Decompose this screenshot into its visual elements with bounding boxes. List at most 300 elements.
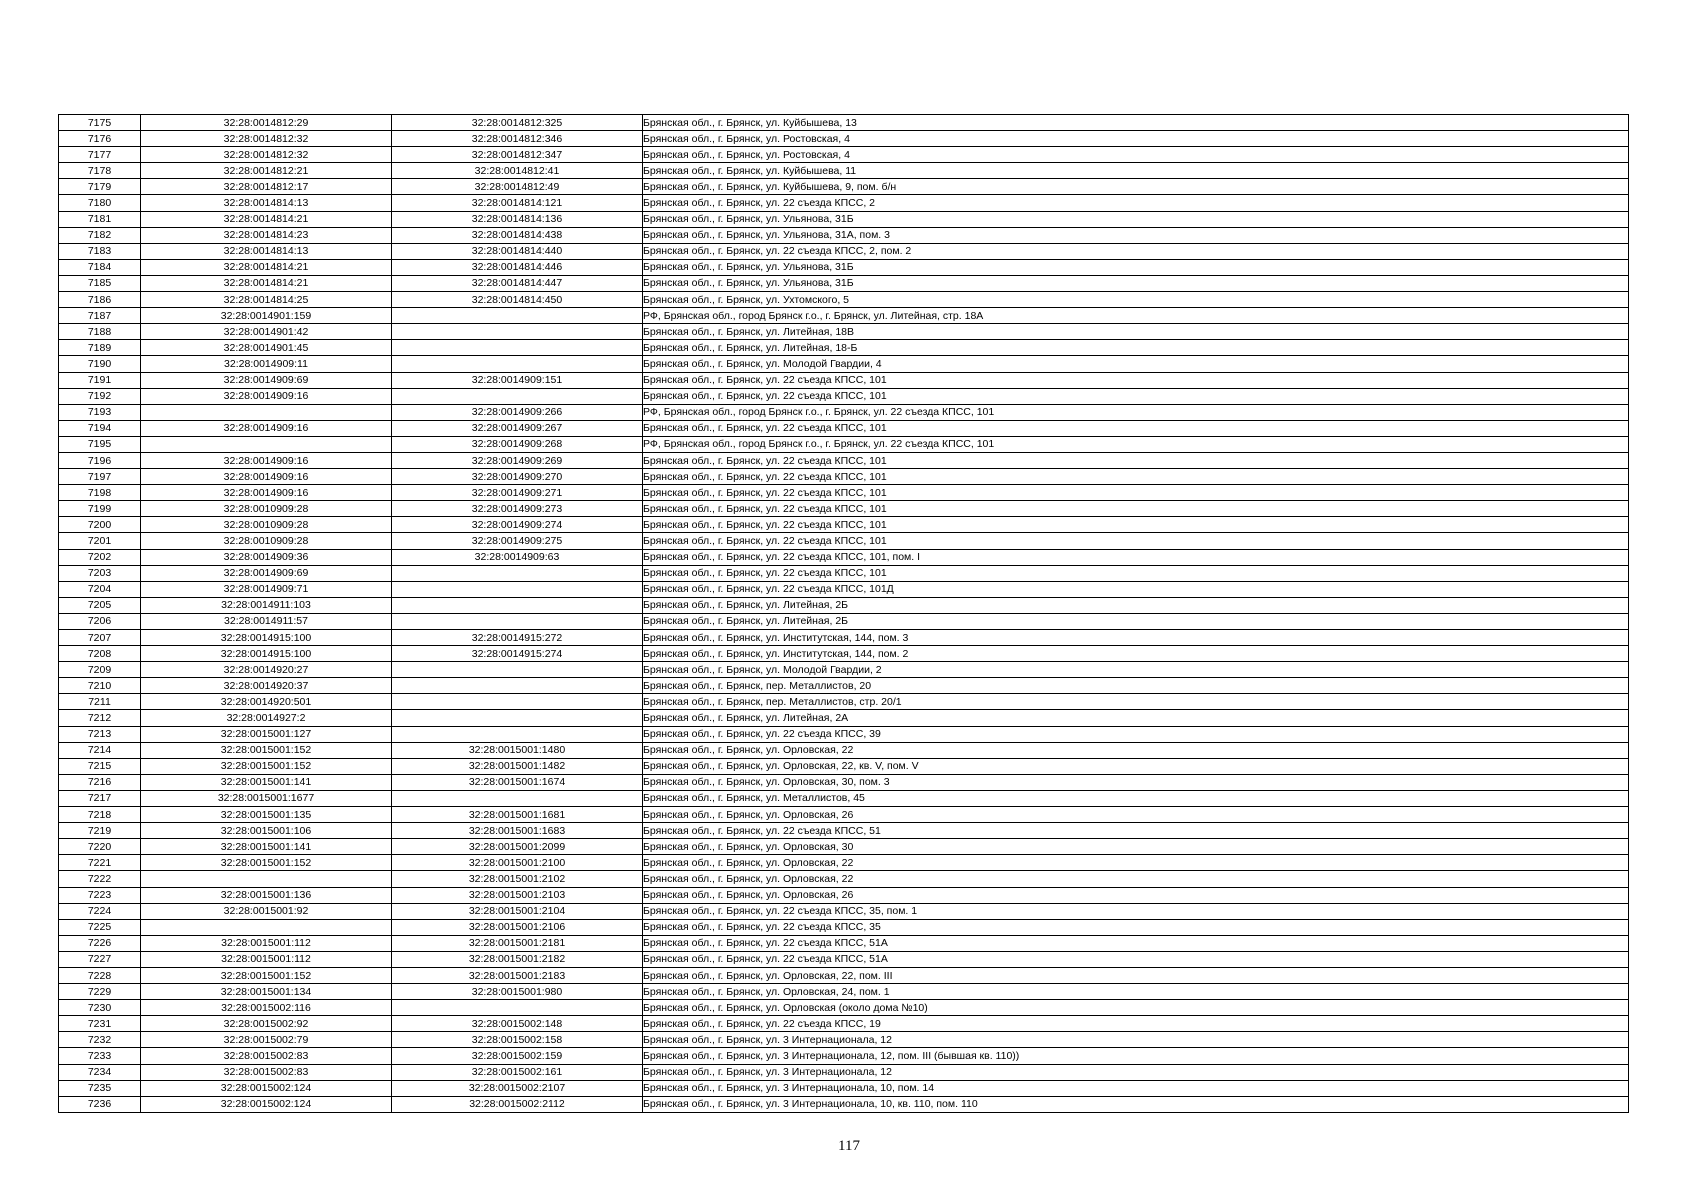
cadastral-number-object-cell: 32:28:0015001:2099 [392, 839, 643, 855]
table-row [59, 662, 1629, 678]
row-number-cell: 7225 [59, 919, 141, 935]
cadastral-number-land-cell: 32:28:0014915:100 [141, 630, 392, 646]
cadastral-number-object-cell: 32:28:0014814:440 [392, 243, 643, 259]
address-cell: Брянская обл., г. Брянск, ул. Институтская, 144, пом. 2 [643, 646, 1629, 662]
cadastral-number-land-cell: 32:28:0015001:92 [141, 903, 392, 919]
address-cell: Брянская обл., г. Брянск, ул. 22 съезда КПСС, 101 [643, 533, 1629, 549]
table-row [59, 903, 1629, 919]
address-cell: Брянская обл., г. Брянск, ул. 3 Интернационала, 10, пом. 14 [643, 1080, 1629, 1096]
cadastral-number-object-cell: 32:28:0014909:273 [392, 501, 643, 517]
table-row [59, 243, 1629, 259]
row-number-cell: 7231 [59, 1016, 141, 1032]
cadastral-number-land-cell: 32:28:0014909:69 [141, 372, 392, 388]
address-cell: Брянская обл., г. Брянск, ул. 22 съезда КПСС, 35, пом. 1 [643, 903, 1629, 919]
address-cell: Брянская обл., г. Брянск, ул. 3 Интернационала, 10, кв. 110, пом. 110 [643, 1096, 1629, 1112]
cadastral-number-land-cell: 32:28:0014909:16 [141, 452, 392, 468]
cadastral-number-object-cell [392, 308, 643, 324]
cadastral-number-object-cell [392, 340, 643, 356]
cadastral-number-object-cell [392, 662, 643, 678]
row-number-cell: 7181 [59, 211, 141, 227]
table-row [59, 179, 1629, 195]
address-cell: Брянская обл., г. Брянск, ул. 22 съезда КПСС, 2, пом. 2 [643, 243, 1629, 259]
cadastral-number-land-cell: 32:28:0014814:25 [141, 292, 392, 308]
table-row [59, 565, 1629, 581]
row-number-cell: 7223 [59, 887, 141, 903]
cadastral-number-object-cell: 32:28:0014909:271 [392, 485, 643, 501]
cadastral-number-object-cell: 32:28:0014814:136 [392, 211, 643, 227]
cadastral-number-object-cell: 32:28:0014909:274 [392, 517, 643, 533]
table-row [59, 694, 1629, 710]
table-row [59, 742, 1629, 758]
cadastral-number-object-cell: 32:28:0014909:63 [392, 549, 643, 565]
address-cell: Брянская обл., г. Брянск, ул. Молодой Гвардии, 2 [643, 662, 1629, 678]
cadastral-number-land-cell: 32:28:0014901:42 [141, 324, 392, 340]
cadastral-number-land-cell: 32:28:0015001:127 [141, 726, 392, 742]
row-number-cell: 7177 [59, 147, 141, 163]
address-cell: Брянская обл., г. Брянск, ул. Орловская, 30, пом. 3 [643, 774, 1629, 790]
table-row [59, 646, 1629, 662]
cadastral-number-land-cell: 32:28:0015002:83 [141, 1064, 392, 1080]
registry-table [58, 114, 1629, 1113]
row-number-cell: 7228 [59, 967, 141, 983]
cadastral-number-object-cell: 32:28:0015001:1480 [392, 742, 643, 758]
cadastral-number-land-cell: 32:28:0015001:141 [141, 839, 392, 855]
address-cell: Брянская обл., г. Брянск, ул. 22 съезда КПСС, 101 [643, 388, 1629, 404]
table-row [59, 871, 1629, 887]
row-number-cell: 7215 [59, 758, 141, 774]
row-number-cell: 7178 [59, 163, 141, 179]
row-number-cell: 7234 [59, 1064, 141, 1080]
address-cell: Брянская обл., г. Брянск, ул. Орловская, 24, пом. 1 [643, 984, 1629, 1000]
cadastral-number-land-cell: 32:28:0014927:2 [141, 710, 392, 726]
cadastral-number-land-cell: 32:28:0014920:37 [141, 678, 392, 694]
cadastral-number-object-cell: 32:28:0015002:158 [392, 1032, 643, 1048]
row-number-cell: 7176 [59, 131, 141, 147]
address-cell: Брянская обл., г. Брянск, ул. 22 съезда КПСС, 51 [643, 823, 1629, 839]
row-number-cell: 7235 [59, 1080, 141, 1096]
cadastral-number-land-cell [141, 871, 392, 887]
cadastral-number-land-cell: 32:28:0010909:28 [141, 501, 392, 517]
cadastral-number-object-cell: 32:28:0014812:347 [392, 147, 643, 163]
cadastral-number-object-cell: 32:28:0015001:1681 [392, 807, 643, 823]
table-row [59, 630, 1629, 646]
row-number-cell: 7217 [59, 790, 141, 806]
address-cell: РФ, Брянская обл., город Брянск г.о., г. Брянск, ул. 22 съезда КПСС, 101 [643, 436, 1629, 452]
cadastral-number-land-cell: 32:28:0014814:23 [141, 227, 392, 243]
cadastral-number-object-cell: 32:28:0014814:446 [392, 259, 643, 275]
row-number-cell: 7212 [59, 710, 141, 726]
table-row [59, 131, 1629, 147]
cadastral-number-object-cell: 32:28:0015002:148 [392, 1016, 643, 1032]
cadastral-number-land-cell: 32:28:0014812:21 [141, 163, 392, 179]
row-number-cell: 7187 [59, 308, 141, 324]
cadastral-number-land-cell: 32:28:0015001:152 [141, 742, 392, 758]
table-row [59, 597, 1629, 613]
address-cell: Брянская обл., г. Брянск, ул. Орловская, 30 [643, 839, 1629, 855]
row-number-cell: 7180 [59, 195, 141, 211]
cadastral-number-land-cell [141, 404, 392, 420]
table-row [59, 887, 1629, 903]
row-number-cell: 7185 [59, 275, 141, 291]
cadastral-number-object-cell: 32:28:0014909:266 [392, 404, 643, 420]
table-row [59, 1048, 1629, 1064]
address-cell: Брянская обл., г. Брянск, ул. Институтская, 144, пом. 3 [643, 630, 1629, 646]
cadastral-number-land-cell: 32:28:0014909:71 [141, 581, 392, 597]
cadastral-number-object-cell [392, 726, 643, 742]
table-row [59, 967, 1629, 983]
cadastral-number-land-cell: 32:28:0010909:28 [141, 533, 392, 549]
table-row [59, 163, 1629, 179]
address-cell: Брянская обл., г. Брянск, ул. 22 съезда КПСС, 39 [643, 726, 1629, 742]
cadastral-number-object-cell: 32:28:0014814:121 [392, 195, 643, 211]
cadastral-number-land-cell: 32:28:0014911:103 [141, 597, 392, 613]
address-cell: Брянская обл., г. Брянск, ул. 22 съезда КПСС, 101 [643, 372, 1629, 388]
row-number-cell: 7207 [59, 630, 141, 646]
row-number-cell: 7195 [59, 436, 141, 452]
table-row [59, 581, 1629, 597]
address-cell: Брянская обл., г. Брянск, ул. Литейная, 2Б [643, 597, 1629, 613]
cadastral-number-land-cell: 32:28:0015002:79 [141, 1032, 392, 1048]
table-row [59, 726, 1629, 742]
table-row [59, 436, 1629, 452]
address-cell: Брянская обл., г. Брянск, ул. Орловская, 22 [643, 871, 1629, 887]
cadastral-number-land-cell: 32:28:0015001:135 [141, 807, 392, 823]
address-cell: Брянская обл., г. Брянск, ул. Ростовская, 4 [643, 147, 1629, 163]
row-number-cell: 7224 [59, 903, 141, 919]
row-number-cell: 7205 [59, 597, 141, 613]
address-cell: Брянская обл., г. Брянск, ул. Орловская, 22 [643, 742, 1629, 758]
cadastral-number-object-cell: 32:28:0015001:2104 [392, 903, 643, 919]
address-cell: Брянская обл., г. Брянск, ул. Ульянова, 31Б [643, 275, 1629, 291]
table-row [59, 485, 1629, 501]
cadastral-number-object-cell: 32:28:0015002:159 [392, 1048, 643, 1064]
address-cell: Брянская обл., г. Брянск, пер. Металлистов, стр. 20/1 [643, 694, 1629, 710]
cadastral-number-object-cell: 32:28:0015001:1482 [392, 758, 643, 774]
address-cell: Брянская обл., г. Брянск, ул. Куйбышева, 13 [643, 115, 1629, 131]
cadastral-number-object-cell [392, 356, 643, 372]
cadastral-number-object-cell [392, 710, 643, 726]
table-row [59, 356, 1629, 372]
table-row [59, 935, 1629, 951]
cadastral-number-land-cell: 32:28:0015001:112 [141, 951, 392, 967]
table-row [59, 774, 1629, 790]
row-number-cell: 7184 [59, 259, 141, 275]
address-cell: Брянская обл., г. Брянск, ул. Ростовская, 4 [643, 131, 1629, 147]
table-row [59, 839, 1629, 855]
table-row [59, 195, 1629, 211]
address-cell: Брянская обл., г. Брянск, ул. 22 съезда КПСС, 101 [643, 420, 1629, 436]
cadastral-number-land-cell: 32:28:0014909:11 [141, 356, 392, 372]
table-row [59, 227, 1629, 243]
cadastral-number-land-cell: 32:28:0014814:21 [141, 211, 392, 227]
cadastral-number-object-cell: 32:28:0014909:267 [392, 420, 643, 436]
table-row [59, 855, 1629, 871]
table-row [59, 501, 1629, 517]
address-cell: Брянская обл., г. Брянск, ул. Литейная, 2Б [643, 613, 1629, 629]
address-cell: Брянская обл., г. Брянск, ул. 22 съезда КПСС, 101 [643, 452, 1629, 468]
table-row [59, 613, 1629, 629]
address-cell: Брянская обл., г. Брянск, ул. 22 съезда КПСС, 51А [643, 935, 1629, 951]
cadastral-number-land-cell: 32:28:0014915:100 [141, 646, 392, 662]
address-cell: Брянская обл., г. Брянск, ул. Орловская, 22, кв. V, пом. V [643, 758, 1629, 774]
cadastral-number-object-cell [392, 565, 643, 581]
cadastral-number-land-cell: 32:28:0014909:69 [141, 565, 392, 581]
table-row [59, 372, 1629, 388]
row-number-cell: 7193 [59, 404, 141, 420]
cadastral-number-object-cell [392, 324, 643, 340]
cadastral-number-land-cell: 32:28:0015001:1677 [141, 790, 392, 806]
row-number-cell: 7192 [59, 388, 141, 404]
cadastral-number-object-cell: 32:28:0014909:151 [392, 372, 643, 388]
address-cell: Брянская обл., г. Брянск, ул. Металлистов, 45 [643, 790, 1629, 806]
address-cell: Брянская обл., г. Брянск, ул. 22 съезда КПСС, 101 [643, 565, 1629, 581]
cadastral-number-land-cell: 32:28:0015001:141 [141, 774, 392, 790]
cadastral-number-land-cell: 32:28:0014909:16 [141, 420, 392, 436]
address-cell: Брянская обл., г. Брянск, ул. Молодой Гвардии, 4 [643, 356, 1629, 372]
cadastral-number-land-cell: 32:28:0015002:116 [141, 1000, 392, 1016]
cadastral-number-land-cell: 32:28:0015002:92 [141, 1016, 392, 1032]
cadastral-number-object-cell: 32:28:0015002:2107 [392, 1080, 643, 1096]
cadastral-number-land-cell: 32:28:0014814:21 [141, 259, 392, 275]
cadastral-number-land-cell [141, 919, 392, 935]
cadastral-number-object-cell [392, 581, 643, 597]
address-cell: Брянская обл., г. Брянск, ул. Куйбышева, 9, пом. б/н [643, 179, 1629, 195]
cadastral-number-object-cell: 32:28:0014814:447 [392, 275, 643, 291]
table-row [59, 1016, 1629, 1032]
cadastral-number-object-cell: 32:28:0014812:41 [392, 163, 643, 179]
cadastral-number-object-cell: 32:28:0015002:2112 [392, 1096, 643, 1112]
table-row [59, 420, 1629, 436]
row-number-cell: 7189 [59, 340, 141, 356]
row-number-cell: 7201 [59, 533, 141, 549]
cadastral-number-object-cell: 32:28:0014909:275 [392, 533, 643, 549]
address-cell: Брянская обл., г. Брянск, ул. 3 Интернационала, 12 [643, 1064, 1629, 1080]
cadastral-number-land-cell: 32:28:0014911:57 [141, 613, 392, 629]
page-number: 117 [838, 1138, 860, 1154]
row-number-cell: 7198 [59, 485, 141, 501]
row-number-cell: 7196 [59, 452, 141, 468]
row-number-cell: 7229 [59, 984, 141, 1000]
row-number-cell: 7179 [59, 179, 141, 195]
address-cell: Брянская обл., г. Брянск, ул. Ульянова, 31А, пом. 3 [643, 227, 1629, 243]
table-row [59, 308, 1629, 324]
table-row [59, 1000, 1629, 1016]
cadastral-number-land-cell: 32:28:0014812:17 [141, 179, 392, 195]
address-cell: Брянская обл., г. Брянск, ул. 3 Интернационала, 12, пом. III (бывшая кв. 110)) [643, 1048, 1629, 1064]
cadastral-number-land-cell: 32:28:0014920:501 [141, 694, 392, 710]
address-cell: Брянская обл., г. Брянск, ул. Орловская, 26 [643, 807, 1629, 823]
cadastral-number-land-cell: 32:28:0015002:83 [141, 1048, 392, 1064]
cadastral-number-land-cell: 32:28:0014812:32 [141, 131, 392, 147]
address-cell: Брянская обл., г. Брянск, ул. 22 съезда КПСС, 19 [643, 1016, 1629, 1032]
cadastral-number-land-cell [141, 436, 392, 452]
address-cell: Брянская обл., г. Брянск, пер. Металлистов, 20 [643, 678, 1629, 694]
table-row [59, 1080, 1629, 1096]
table-row [59, 452, 1629, 468]
row-number-cell: 7199 [59, 501, 141, 517]
cadastral-number-land-cell: 32:28:0015002:124 [141, 1080, 392, 1096]
table-row [59, 115, 1629, 131]
row-number-cell: 7188 [59, 324, 141, 340]
row-number-cell: 7194 [59, 420, 141, 436]
address-cell: РФ, Брянская обл., город Брянск г.о., г. Брянск, ул. 22 съезда КПСС, 101 [643, 404, 1629, 420]
row-number-cell: 7219 [59, 823, 141, 839]
row-number-cell: 7221 [59, 855, 141, 871]
cadastral-number-object-cell: 32:28:0014812:49 [392, 179, 643, 195]
row-number-cell: 7227 [59, 951, 141, 967]
address-cell: Брянская обл., г. Брянск, ул. Литейная, 2А [643, 710, 1629, 726]
address-cell: Брянская обл., г. Брянск, ул. Орловская, 26 [643, 887, 1629, 903]
table-row [59, 404, 1629, 420]
cadastral-number-land-cell: 32:28:0014901:45 [141, 340, 392, 356]
table-row [59, 1032, 1629, 1048]
address-cell: Брянская обл., г. Брянск, ул. 22 съезда КПСС, 101Д [643, 581, 1629, 597]
row-number-cell: 7202 [59, 549, 141, 565]
row-number-cell: 7183 [59, 243, 141, 259]
row-number-cell: 7191 [59, 372, 141, 388]
cadastral-number-object-cell [392, 613, 643, 629]
row-number-cell: 7200 [59, 517, 141, 533]
cadastral-number-object-cell: 32:28:0015001:980 [392, 984, 643, 1000]
address-cell: Брянская обл., г. Брянск, ул. 22 съезда КПСС, 101 [643, 517, 1629, 533]
address-cell: Брянская обл., г. Брянск, ул. Ухтомского, 5 [643, 292, 1629, 308]
row-number-cell: 7190 [59, 356, 141, 372]
table-row [59, 147, 1629, 163]
cadastral-number-object-cell [392, 694, 643, 710]
cadastral-number-land-cell: 32:28:0014814:13 [141, 243, 392, 259]
table-row [59, 919, 1629, 935]
row-number-cell: 7213 [59, 726, 141, 742]
row-number-cell: 7233 [59, 1048, 141, 1064]
cadastral-number-object-cell: 32:28:0014915:274 [392, 646, 643, 662]
cadastral-number-land-cell: 32:28:0014909:16 [141, 469, 392, 485]
row-number-cell: 7206 [59, 613, 141, 629]
table-row [59, 517, 1629, 533]
cadastral-number-land-cell: 32:28:0014909:16 [141, 388, 392, 404]
address-cell: Брянская обл., г. Брянск, ул. 3 Интернационала, 12 [643, 1032, 1629, 1048]
cadastral-number-object-cell: 32:28:0014814:450 [392, 292, 643, 308]
address-cell: Брянская обл., г. Брянск, ул. Орловская, 22 [643, 855, 1629, 871]
cadastral-number-object-cell [392, 597, 643, 613]
address-cell: Брянская обл., г. Брянск, ул. 22 съезда КПСС, 101 [643, 501, 1629, 517]
row-number-cell: 7236 [59, 1096, 141, 1112]
cadastral-number-land-cell: 32:28:0014909:16 [141, 485, 392, 501]
address-cell: РФ, Брянская обл., город Брянск г.о., г. Брянск, ул. Литейная, стр. 18А [643, 308, 1629, 324]
row-number-cell: 7182 [59, 227, 141, 243]
address-cell: Брянская обл., г. Брянск, ул. Куйбышева, 11 [643, 163, 1629, 179]
table-row [59, 259, 1629, 275]
cadastral-number-land-cell: 32:28:0015002:124 [141, 1096, 392, 1112]
address-cell: Брянская обл., г. Брянск, ул. Ульянова, 31Б [643, 211, 1629, 227]
cadastral-number-object-cell [392, 790, 643, 806]
table-row [59, 469, 1629, 485]
row-number-cell: 7210 [59, 678, 141, 694]
cadastral-number-land-cell: 32:28:0014812:29 [141, 115, 392, 131]
cadastral-number-object-cell: 32:28:0014915:272 [392, 630, 643, 646]
cadastral-number-land-cell: 32:28:0014920:27 [141, 662, 392, 678]
table-row [59, 823, 1629, 839]
table-row [59, 211, 1629, 227]
cadastral-number-object-cell: 32:28:0015001:2103 [392, 887, 643, 903]
cadastral-number-object-cell [392, 678, 643, 694]
cadastral-number-object-cell: 32:28:0015001:2100 [392, 855, 643, 871]
address-cell: Брянская обл., г. Брянск, ул. 22 съезда КПСС, 35 [643, 919, 1629, 935]
address-cell: Брянская обл., г. Брянск, ул. Литейная, 18-Б [643, 340, 1629, 356]
cadastral-number-object-cell: 32:28:0015001:2102 [392, 871, 643, 887]
row-number-cell: 7204 [59, 581, 141, 597]
table-row [59, 678, 1629, 694]
cadastral-number-land-cell: 32:28:0015001:136 [141, 887, 392, 903]
table-row [59, 1096, 1629, 1112]
row-number-cell: 7216 [59, 774, 141, 790]
cadastral-number-land-cell: 32:28:0015001:112 [141, 935, 392, 951]
table-row [59, 710, 1629, 726]
cadastral-number-object-cell: 32:28:0015001:2106 [392, 919, 643, 935]
cadastral-number-land-cell: 32:28:0014901:159 [141, 308, 392, 324]
cadastral-number-object-cell: 32:28:0015001:1674 [392, 774, 643, 790]
cadastral-number-land-cell: 32:28:0015001:152 [141, 967, 392, 983]
table-row [59, 549, 1629, 565]
cadastral-number-object-cell: 32:28:0014814:438 [392, 227, 643, 243]
cadastral-number-land-cell: 32:28:0014814:21 [141, 275, 392, 291]
address-cell: Брянская обл., г. Брянск, ул. 22 съезда КПСС, 101 [643, 485, 1629, 501]
row-number-cell: 7214 [59, 742, 141, 758]
table-row [59, 951, 1629, 967]
cadastral-number-land-cell: 32:28:0010909:28 [141, 517, 392, 533]
address-cell: Брянская обл., г. Брянск, ул. 22 съезда КПСС, 101 [643, 469, 1629, 485]
cadastral-number-object-cell: 32:28:0014909:268 [392, 436, 643, 452]
address-cell: Брянская обл., г. Брянск, ул. Орловская, 22, пом. III [643, 967, 1629, 983]
cadastral-number-object-cell: 32:28:0015001:2182 [392, 951, 643, 967]
address-cell: Брянская обл., г. Брянск, ул. Литейная, 18В [643, 324, 1629, 340]
table-row [59, 292, 1629, 308]
table-row [59, 275, 1629, 291]
table-row [59, 758, 1629, 774]
row-number-cell: 7218 [59, 807, 141, 823]
table-row [59, 388, 1629, 404]
address-cell: Брянская обл., г. Брянск, ул. Ульянова, 31Б [643, 259, 1629, 275]
cadastral-number-land-cell: 32:28:0015001:134 [141, 984, 392, 1000]
table-row [59, 1064, 1629, 1080]
table-row [59, 324, 1629, 340]
cadastral-number-land-cell: 32:28:0015001:152 [141, 758, 392, 774]
cadastral-number-object-cell: 32:28:0015001:2183 [392, 967, 643, 983]
table-row [59, 807, 1629, 823]
cadastral-number-land-cell: 32:28:0015001:152 [141, 855, 392, 871]
cadastral-number-object-cell: 32:28:0014812:325 [392, 115, 643, 131]
row-number-cell: 7208 [59, 646, 141, 662]
row-number-cell: 7175 [59, 115, 141, 131]
row-number-cell: 7203 [59, 565, 141, 581]
address-cell: Брянская обл., г. Брянск, ул. 22 съезда КПСС, 51А [643, 951, 1629, 967]
table-row [59, 984, 1629, 1000]
address-cell: Брянская обл., г. Брянск, ул. Орловская (около дома №10) [643, 1000, 1629, 1016]
cadastral-number-object-cell: 32:28:0015001:2181 [392, 935, 643, 951]
cadastral-number-land-cell: 32:28:0015001:106 [141, 823, 392, 839]
registry-table-body [59, 115, 1629, 1113]
address-cell: Брянская обл., г. Брянск, ул. 22 съезда КПСС, 2 [643, 195, 1629, 211]
cadastral-number-object-cell: 32:28:0014812:346 [392, 131, 643, 147]
row-number-cell: 7226 [59, 935, 141, 951]
cadastral-number-land-cell: 32:28:0014909:36 [141, 549, 392, 565]
row-number-cell: 7232 [59, 1032, 141, 1048]
table-row [59, 790, 1629, 806]
row-number-cell: 7220 [59, 839, 141, 855]
row-number-cell: 7186 [59, 292, 141, 308]
cadastral-number-object-cell: 32:28:0015002:161 [392, 1064, 643, 1080]
row-number-cell: 7222 [59, 871, 141, 887]
row-number-cell: 7209 [59, 662, 141, 678]
